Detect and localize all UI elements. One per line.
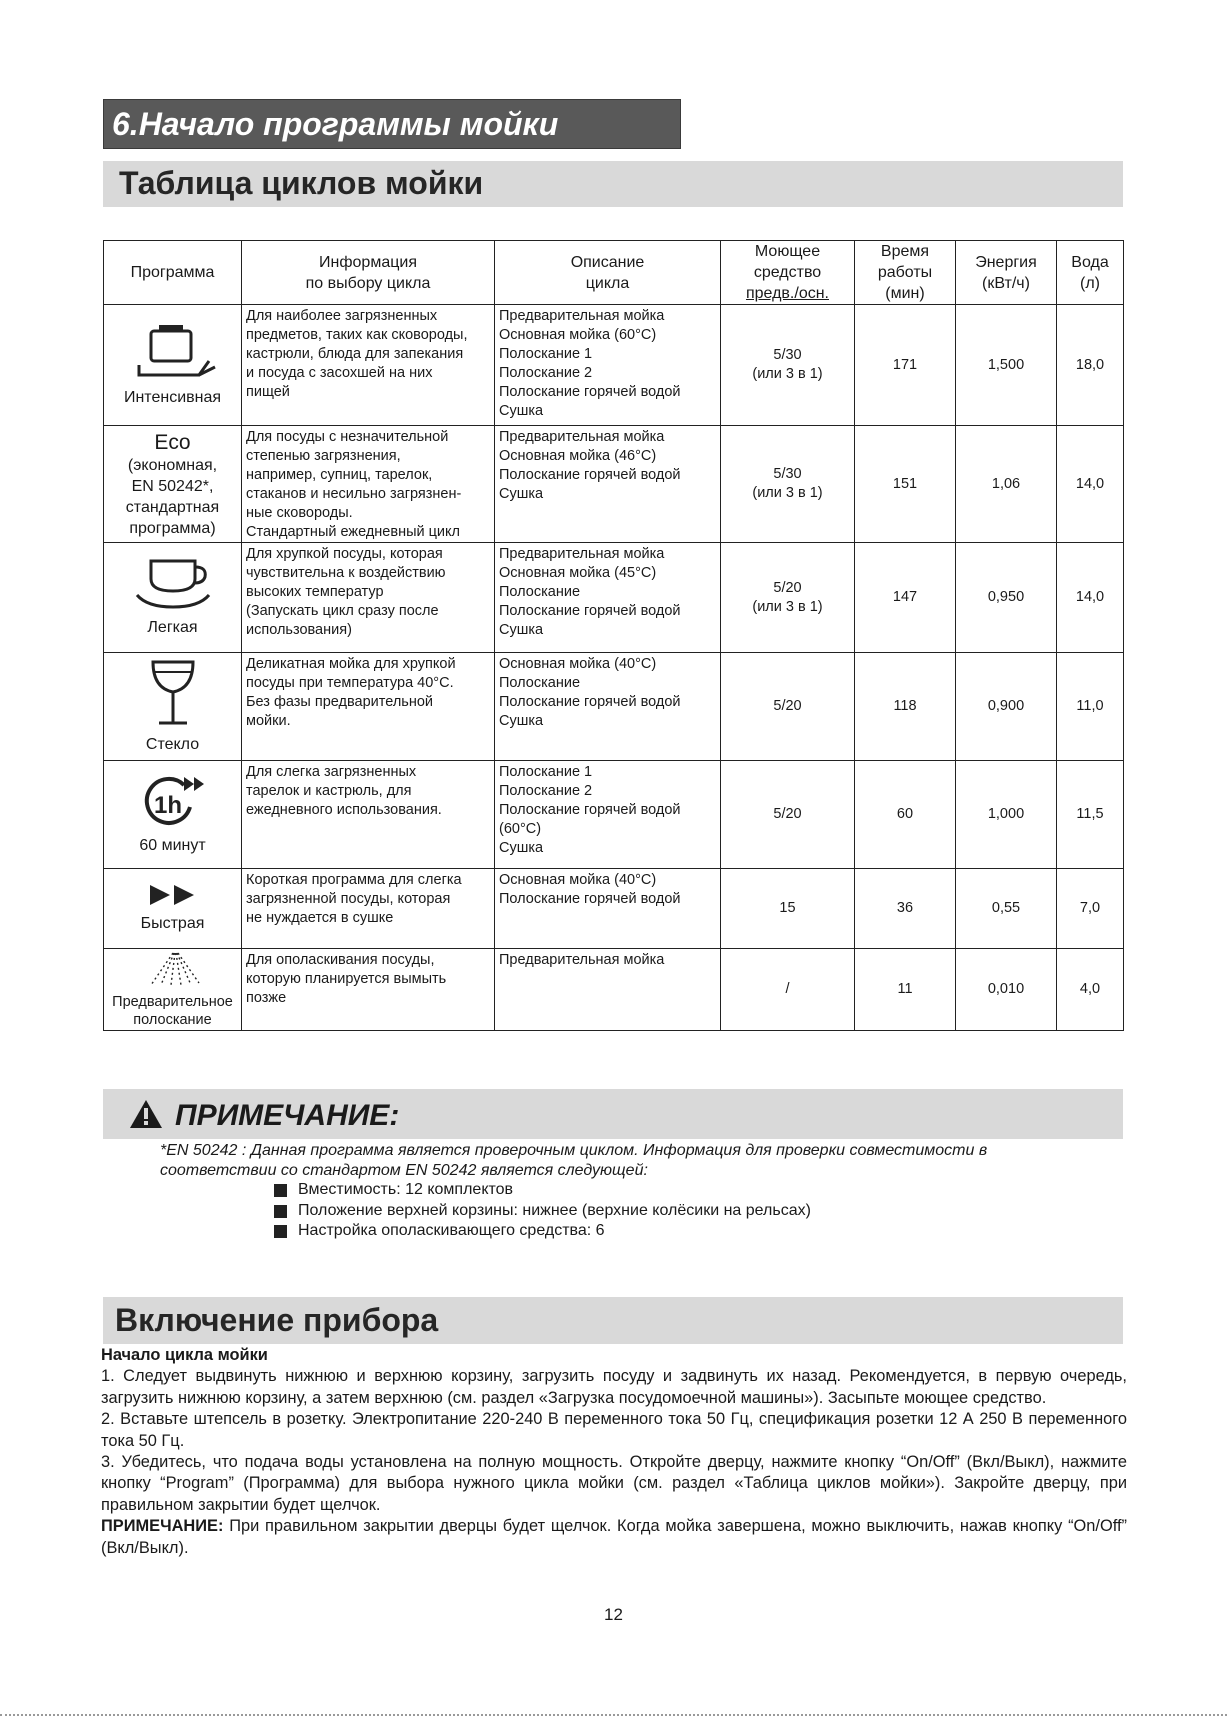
- info-line: например, супниц, тарелок,: [246, 467, 433, 483]
- detergent-line: (или 3 в 1): [752, 598, 823, 615]
- detergent-line: 5/20: [773, 579, 802, 596]
- description-line: Сушка: [499, 713, 544, 729]
- info-line: Стандартный ежедневный цикл: [246, 524, 461, 540]
- description-line: Предварительная мойка: [499, 952, 665, 968]
- info-line: посуды при температура 40°C.: [246, 675, 454, 691]
- info-cell: [242, 653, 495, 761]
- info-line: позже: [246, 990, 287, 1006]
- note-bullet-list: [274, 1180, 811, 1242]
- info-line: ежедневного использования.: [246, 802, 442, 818]
- warning-icon: [129, 1099, 163, 1129]
- info-line: Для ополаскивания посуды,: [246, 952, 435, 968]
- info-line: загрязненной посуды, которая: [246, 891, 451, 907]
- info-line: мойки.: [246, 713, 291, 729]
- detergent-cell: [721, 869, 855, 949]
- header-water: Вода (л): [1057, 241, 1124, 305]
- program-name: Стекло: [145, 736, 200, 753]
- power-on-step-3: 3. Убедитесь, что подача воды установлена на полную мощность. Откройте дверцу, нажмите кнопку “On/Off” (Вкл/Выкл), нажмите кнопку “Program” (Программа) для выбора нужного цикла мойки (см. раздел «Таблица циклов мойки»). Закройте дверцу, при правильном закрытии будет щелчок.: [101, 1453, 1127, 1514]
- detergent-line: 5/30: [773, 347, 802, 363]
- description-line: Основная мойка (40°C): [499, 656, 657, 672]
- description-line: Полоскание горячей водой: [499, 603, 681, 619]
- detergent-cell: [721, 305, 855, 426]
- note-heading-bar: [103, 1089, 1123, 1139]
- cycle-table: [103, 240, 1124, 1031]
- water-cell: 18,0: [1057, 305, 1124, 426]
- description-cell: [495, 426, 721, 543]
- info-line: ные сковороды.: [246, 505, 353, 521]
- svg-text:1h: 1h: [153, 792, 182, 819]
- info-line: Для посуды с незначительной: [246, 429, 449, 445]
- spray-icon: [104, 951, 241, 993]
- table-row: [104, 869, 1124, 949]
- detergent-line: (или 3 в 1): [752, 485, 823, 501]
- energy-cell: 0,900: [956, 653, 1057, 761]
- info-line: Без фазы предварительной: [246, 694, 434, 710]
- list-item: Положение верхней корзины: нижнее (верхние колёсики на рельсах): [274, 1201, 811, 1222]
- description-cell: [495, 305, 721, 426]
- energy-cell: 1,06: [956, 426, 1057, 543]
- description-line: Сушка: [499, 486, 544, 502]
- time-cell: 36: [855, 869, 956, 949]
- page-title-bar: [103, 99, 681, 149]
- energy-cell: 0,55: [956, 869, 1057, 949]
- power-on-subheading: Начало цикла мойки: [101, 1346, 268, 1364]
- program-name: стандартная: [125, 498, 220, 516]
- program-name: EN 50242*,: [131, 477, 214, 495]
- table-row: [104, 305, 1124, 426]
- water-cell: 11,0: [1057, 653, 1124, 761]
- info-cell: [242, 949, 495, 1031]
- program-name: полоскание: [133, 1011, 212, 1028]
- header-info: Информация по выбору цикла: [242, 241, 495, 305]
- info-line: Короткая программа для слегка: [246, 872, 462, 888]
- info-line: предметов, таких как сковороды,: [246, 327, 468, 343]
- info-cell: [242, 869, 495, 949]
- detergent-line: /: [785, 981, 790, 997]
- water-cell: 14,0: [1057, 426, 1124, 543]
- info-line: пищей: [246, 384, 290, 400]
- info-line: Для хрупкой посуды, которая: [246, 546, 443, 562]
- note-text: [160, 1141, 1120, 1181]
- table-row: [104, 653, 1124, 761]
- description-line: Полоскание: [499, 584, 581, 600]
- water-cell: 4,0: [1057, 949, 1124, 1031]
- info-line: которую планируется вымыть: [246, 971, 447, 987]
- power-on-body: [101, 1345, 1127, 1559]
- description-cell: [495, 761, 721, 869]
- header-program: Программа: [104, 241, 242, 305]
- header-time: Время работы (мин): [855, 241, 956, 305]
- time-cell: 11: [855, 949, 956, 1031]
- table-header-row: [104, 241, 1124, 305]
- program-name: Eco: [154, 430, 191, 454]
- description-line: Основная мойка (60°C): [499, 327, 657, 343]
- list-item: Вместимость: 12 комплектов: [274, 1180, 811, 1201]
- program-cell: [104, 949, 242, 1031]
- program-name: Легкая: [147, 619, 198, 636]
- program-cell: [104, 869, 242, 949]
- wine-glass-icon: [104, 658, 241, 734]
- table-row: [104, 426, 1124, 543]
- table-row: [104, 543, 1124, 653]
- description-line: Полоскание 2: [499, 783, 593, 799]
- info-line: чувствительна к воздействию: [246, 565, 446, 581]
- detergent-line: 5/30: [773, 466, 802, 482]
- time-cell: 147: [855, 543, 956, 653]
- info-line: не нуждается в сушке: [246, 910, 394, 926]
- power-on-step-1: 1. Следует выдвинуть нижнюю и верхнюю корзину, загрузить посуду и задвинуть их назад. Рекомендуется, в первую очередь, загрузить нижнюю корзину, а затем верхнюю (см. раздел «Загрузка посудомоечной машины»). Засыпьте моющее средство.: [101, 1367, 1127, 1407]
- note-heading: ПРИМЕЧАНИЕ:: [175, 1099, 400, 1132]
- program-name: (экономная,: [127, 456, 218, 474]
- note-line-2: соответствии со стандартом EN 50242 является следующей:: [160, 1162, 648, 1179]
- info-cell: [242, 426, 495, 543]
- cup-icon: [104, 557, 241, 617]
- info-line: тарелок и кастрюль, для: [246, 783, 412, 799]
- description-line: Сушка: [499, 840, 544, 856]
- program-cell: [104, 543, 242, 653]
- power-on-note: [101, 1516, 1127, 1559]
- info-line: высоких температур: [246, 584, 384, 600]
- detergent-cell: [721, 761, 855, 869]
- program-cell: [104, 653, 242, 761]
- energy-cell: 1,000: [956, 761, 1057, 869]
- info-line: степенью загрязнения,: [246, 448, 401, 464]
- header-description: Описание цикла: [495, 241, 721, 305]
- description-line: Полоскание: [499, 675, 581, 691]
- program-cell: [104, 426, 242, 543]
- water-cell: 14,0: [1057, 543, 1124, 653]
- energy-cell: 1,500: [956, 305, 1057, 426]
- info-cell: [242, 761, 495, 869]
- water-cell: 7,0: [1057, 869, 1124, 949]
- cycle-table-heading: Таблица циклов мойки: [119, 165, 484, 201]
- detergent-line: 5/20: [773, 806, 802, 822]
- time-cell: 171: [855, 305, 956, 426]
- program-name: программа): [129, 519, 216, 537]
- info-cell: [242, 305, 495, 426]
- page-number: 12: [604, 1605, 623, 1624]
- description-line: Полоскание горячей водой: [499, 694, 681, 710]
- header-energy: Энергия (кВт/ч): [956, 241, 1057, 305]
- program-name: Быстрая: [140, 915, 205, 932]
- detergent-line: (или 3 в 1): [752, 366, 823, 382]
- description-line: Основная мойка (45°C): [499, 565, 657, 581]
- info-line: кастрюли, блюда для запекания: [246, 346, 464, 362]
- time-cell: 60: [855, 761, 956, 869]
- header-detergent: Моющее средство предв./осн.: [721, 241, 855, 305]
- power-on-note-text: При правильном закрытии дверцы будет щелчок. Когда мойка завершена, можно выключить, нажав кнопку “On/Off” (Вкл/Выкл).: [101, 1517, 1127, 1557]
- description-line: Полоскание горячей водой: [499, 891, 681, 907]
- detergent-line: 15: [779, 900, 796, 916]
- description-line: Полоскание 2: [499, 365, 593, 381]
- fast-forward-icon: [104, 883, 241, 913]
- description-line: Предварительная мойка: [499, 429, 665, 445]
- detergent-cell: [721, 426, 855, 543]
- one-hour-icon: [104, 773, 241, 835]
- time-cell: 151: [855, 426, 956, 543]
- description-line: Основная мойка (40°C): [499, 872, 657, 888]
- description-line: Полоскание горячей водой: [499, 802, 681, 818]
- description-cell: [495, 869, 721, 949]
- detergent-line: 5/20: [773, 698, 802, 714]
- water-cell: 11,5: [1057, 761, 1124, 869]
- description-line: Сушка: [499, 403, 544, 419]
- info-cell: [242, 543, 495, 653]
- description-line: Предварительная мойка: [499, 308, 665, 324]
- table-row: [104, 949, 1124, 1031]
- info-line: (Запускать цикл сразу после: [246, 603, 439, 619]
- program-cell: [104, 305, 242, 426]
- description-line: Предварительная мойка: [499, 546, 665, 562]
- program-cell: [104, 761, 242, 869]
- power-on-heading-bar: [103, 1297, 1123, 1344]
- table-row: [104, 761, 1124, 869]
- info-line: Для наиболее загрязненных: [246, 308, 438, 324]
- description-cell: [495, 653, 721, 761]
- energy-cell: 0,950: [956, 543, 1057, 653]
- detergent-cell: [721, 653, 855, 761]
- energy-cell: 0,010: [956, 949, 1057, 1031]
- list-item: Настройка ополаскивающего средства: 6: [274, 1221, 811, 1242]
- description-line: Полоскание горячей водой: [499, 384, 681, 400]
- description-cell: [495, 949, 721, 1031]
- detergent-cell: [721, 949, 855, 1031]
- cycle-table-heading-bar: [103, 161, 1123, 207]
- page-title: 6.Начало программы мойки: [112, 106, 559, 142]
- description-cell: [495, 543, 721, 653]
- power-on-heading: Включение прибора: [115, 1302, 439, 1338]
- description-line: Полоскание 1: [499, 346, 593, 362]
- program-name: 60 минут: [139, 837, 206, 854]
- power-on-step-2: 2. Вставьте штепсель в розетку. Электропитание 220-240 В переменного тока 50 Гц, спецификация розетки 12 А 250 В переменного тока 50 Гц.: [101, 1410, 1127, 1450]
- info-line: стаканов и несильно загрязнен-: [246, 486, 462, 502]
- info-line: Для слегка загрязненных: [246, 764, 417, 780]
- program-name: Предварительное: [112, 993, 233, 1010]
- note-line-1: *EN 50242 : Данная программа является проверочным циклом. Информация для проверки совместимости в: [160, 1142, 988, 1159]
- page-bottom-divider: [0, 1714, 1227, 1716]
- description-line: Полоскание горячей водой: [499, 467, 681, 483]
- description-line: Полоскание 1: [499, 764, 593, 780]
- description-line: (60°C): [499, 821, 542, 837]
- description-line: Сушка: [499, 622, 544, 638]
- power-on-note-label: ПРИМЕЧАНИЕ:: [101, 1517, 224, 1536]
- time-cell: 118: [855, 653, 956, 761]
- program-name: Интенсивная: [123, 388, 222, 406]
- info-line: использования): [246, 622, 352, 638]
- info-line: и посуда с засохшей на них: [246, 365, 433, 381]
- info-line: Деликатная мойка для хрупкой: [246, 656, 456, 672]
- pot-icon: [104, 323, 241, 387]
- description-line: Основная мойка (46°C): [499, 448, 657, 464]
- detergent-cell: [721, 543, 855, 653]
